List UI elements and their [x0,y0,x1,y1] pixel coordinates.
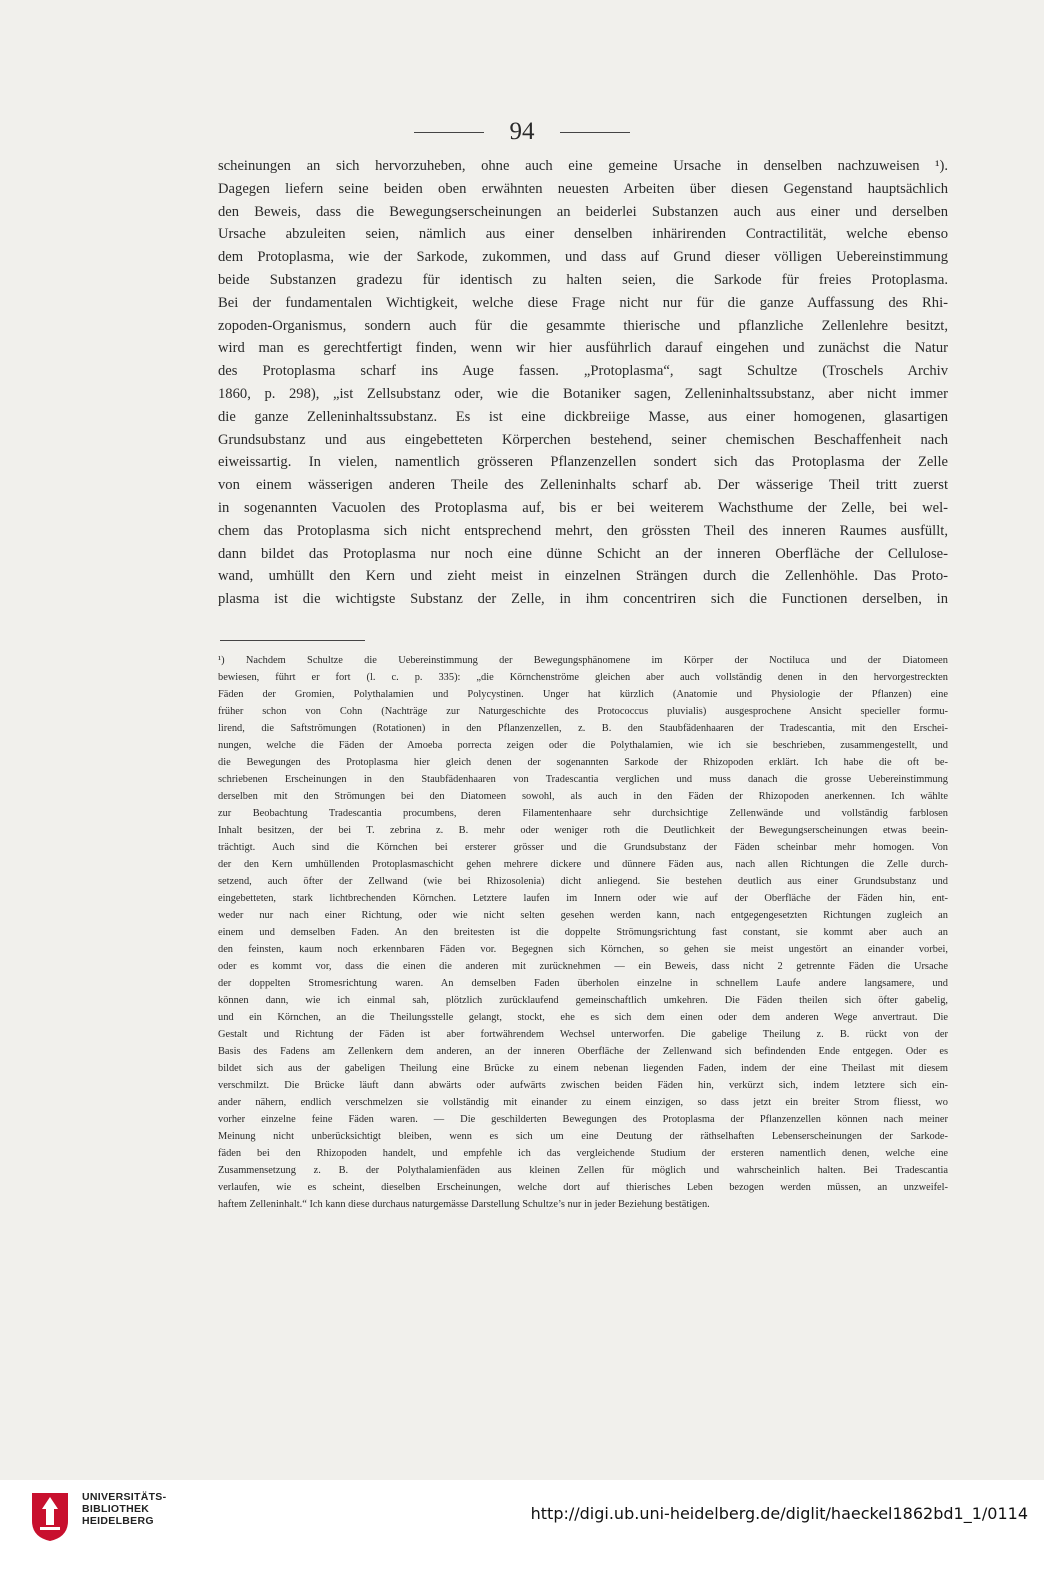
footnote-line: trächtigt. Auch sind die Körnchen bei ersterer grösser und die Grundsubstanz der Fäden scheinbar mehr homogen. Von [218,842,948,853]
footnote-line: Fäden der Gromien, Polythalamien und Polycystinen. Unger hat kürzlich (Anatomie und Physiologie der Pflanzen) eine [218,689,948,700]
body-line: scheinungen an sich hervorzuheben, ohne auch eine gemeine Ursache in denselben nachzuweisen ¹). [218,158,948,174]
footnote-line: Zusammensetzung z. B. der Polythalamienfäden aus kleinen Zellen für möglich und wahrscheinlich halten. Bei Tradescantia [218,1165,948,1176]
body-line: 1860, p. 298), „ist Zellsubstanz oder, wie die Botaniker sagen, Zelleninhaltssubstanz, aber nicht immer [218,385,948,402]
body-line: von einem wässerigen anderen Theile des Zelleninhalts scharf ab. Der wässerige Theil tritt zuerst [218,477,948,494]
footnote-line: bildet sich aus der gabeligen Theilung eine Brücke zu einem nebenan liegenden Faden, indem der eine Theilast mit diesem [218,1063,948,1074]
body-line: Dagegen liefern seine beiden oben erwähnten neuesten Arbeiten über diesen Gegenstand hauptsächlich [218,180,948,197]
body-line: zopoden-Organismus, sondern auch für die gesammte thierische und pflanzliche Zellenlehre besitzt, [218,317,948,334]
footnote-line: nungen, welche die Fäden der Amoeba porrecta zeigen oder die Polythalamien, wie ich sie beschrieben, zusammengestellt, und [218,740,948,751]
footnote-line: lirend, die Saftströmungen (Rotationen) in den Pflanzenzellen, z. B. den Staubfädenhaaren der Tradescantia, mit den Erschei- [218,723,948,734]
header-rule-left [414,132,484,133]
body-line: chem das Protoplasma sich nicht entsprechend mehrt, den grössten Theil des inneren Raumes ausfüllt, [218,522,948,539]
body-line: wird man es gerechtfertigt finden, wenn wir hier ausführlich darauf eingehen und zunächst die Natur [218,340,948,357]
body-line: eiweissartig. In vielen, namentlich grösseren Pflanzenzellen sondert sich das Protoplasma der Zelle [218,454,948,471]
footnote-line: und ein Körnchen, an die Theilungsstelle gelangt, stockt, ehe es sich dem einen oder dem anderen Wege anvertraut. Die [218,1012,948,1023]
library-name-line-1: UNIVERSITÄTS- [82,1491,167,1503]
footnote-line: können dann, wie ich einmal sah, plötzlich zurücklaufend gemeinschaftlich umkehren. Die Fäden theilen sich öfter gabelig, [218,995,948,1006]
footnote-text [218,652,948,1282]
body-line: Bei der fundamentalen Wichtigkeit, welche diese Frage nicht nur für die ganze Auffassung des Rhi- [218,294,948,311]
footnote-line: Meinung nicht unberücksichtigt bleiben, wenn es sich um eine Deutung der räthselhaften Lebenserscheinungen der Sarkode- [218,1131,948,1142]
header-rule-right [560,132,630,133]
footnote-line: bewiesen, führt er fort (l. c. p. 335): „die Körnchenströme gleichen aber auch vollständig denen in den hervorgestreckten [218,672,948,683]
footnote-line: haftem Zelleninhalt.“ Ich kann diese durchaus naturgemässe Darstellung Schultze’s nur in jeder Beziehung bestätigen. [218,1199,710,1210]
body-line: plasma ist die wichtigste Substanz der Zelle, in ihm concentriren sich die Functionen derselben, in [218,591,948,608]
footnote-line: derselben mit den Strömungen bei den Diatomeen sowohl, als auch in den Fäden der Rhizopoden anerkennen. Ich wählte [218,791,948,802]
page-number: 94 [509,118,535,145]
body-line: dem Protoplasma, wie der Sarkode, zukommen, und dass auf Grund dieser völligen Uebereinstimmung [218,249,948,266]
body-line: des Protoplasma scharf ins Auge fassen. „Protoplasma“, sagt Schultze (Troschels Archiv [218,363,948,380]
body-line: wand, umhüllt den Kern und zieht meist in einzelnen Strängen durch die Zellenhöhle. Das Proto- [218,568,948,585]
footnote-line: eingebetteten, stark lichtbrechenden Körnchen. Letztere laufen im Innern oder wie auf der Oberfläche der Fäden hin, ent- [218,893,948,904]
footnote-line: weder nur nach einer Richtung, oder wie nicht selten gesehen werden kann, nach entgegengesetzten Richtungen zugleich an [218,910,948,921]
footnote-line: Basis des Fadens am Zellenkern dem anderen, an der inneren Oberfläche der Zellenwand sich befindenden Ende entgegen. Oder es [218,1046,948,1057]
university-seal-icon [28,1491,72,1543]
footnote-line: früher schon von Cohn (Nachträge zur Naturgeschichte des Protococcus pluvialis) ausgesprochene Ansicht specieller formu- [218,706,948,717]
footnote-line: Inhalt besitzen, der bei T. zebrina z. B. mehr oder weniger roth die Deutlichkeit der Bewegungserscheinungen etwas beein- [218,825,948,836]
footnote-line: die Bewegungen des Protoplasma hier gleich denen der sogenannten Sarkode der Rhizopoden erklärt. Ich habe die oft be- [218,757,948,768]
body-line: dann bildet das Protoplasma nur noch eine dünne Schicht an der inneren Oberfläche der Cellulose- [218,545,948,562]
body-line: Ursache abzuleiten seien, nämlich aus einer denselben inhärirenden Contractilität, welche ebenso [218,226,948,243]
footnote-line: der den Kern umhüllenden Protoplasmaschicht gehen mehrere dickere und dünnere Fäden aus, nach allen Richtungen die Zelle durch- [218,859,948,870]
page-header [0,118,1044,146]
footnote-line: ¹) Nachdem Schultze die Uebereinstimmung der Bewegungsphänomene im Körper der Noctiluca und der Diatomeen [218,655,948,666]
footnote-line: verschmilzt. Die Brücke läuft dann abwärts oder aufwärts zwischen beiden Fäden hin, verkürzt sich, indem letztere sich ein- [218,1080,948,1091]
footnote-line: den feinsten, kaum noch erkennbaren Fäden vor. Begegnen sich Körnchen, so gehen sie meist ungestört an einander vorbei, [218,944,948,955]
library-name-line-2: BIBLIOTHEK [82,1503,150,1515]
footnote-line: ander nähern, endlich verschmelzen sie vollständig mit einander zu einem einzigen, so dass jetzt ein breiter Strom fliesst, wo [218,1097,948,1108]
library-name-line-3: HEIDELBERG [82,1515,154,1527]
footnote-line: Gestalt und Richtung der Fäden ist aber fortwährendem Wechsel unterworfen. Die gabelige Theilung z. B. rückt von der [218,1029,948,1040]
footnote-line: setzend, auch öfter der Zellwand (wie bei Rhizosolenia) dicht anliegend. Sie bestehen deutlich aus einer Grundsubstanz und [218,876,948,887]
footnote-line: einem und demselben Faden. An den breitesten ist die doppelte Strömungsrichtung fast constant, sie kommt aber auch an [218,927,948,938]
body-line: Grundsubstanz und aus eingebetteten Körperchen bestehend, seiner chemischen Beschaffenheit nach [218,431,948,448]
footnote-line: vorher einzelne feine Fäden waren. — Die geschilderten Bewegungen des Protoplasma der Pflanzenzellen können nach meiner [218,1114,948,1125]
footnote-line: zur Beobachtung Tradescantia procumbens, deren Filamentenhaare sehr durchsichtige Zellenwände und vollständig farblosen [218,808,948,819]
library-logo [28,1491,166,1543]
footnote-line: der doppelten Stromesrichtung waren. An demselben Faden überholen einzelne in schnellem Laufe andere langsamere, und [218,978,948,989]
footnote-line: oder es kommt vor, dass die einen die anderen mit zurücknehmen — ein Beweis, dass nicht 2 getrennte Fäden die Ursache [218,961,948,972]
footnote-line: schriebenen Erscheinungen in den Staubfädenhaaren von Tradescantia verglichen und muss danach die grosse Uebereinstimmung [218,774,948,785]
footnote-line: verlaufen, wie es scheint, dieselben Erscheinungen, welche dort auf thierisches Leben bezogen werden müssen, an unzweifel- [218,1182,948,1193]
footnote-line: fäden bei den Rhizopoden handelt, und empfehle ich das vergleichende Studium der ersteren namentlich denen, welche eine [218,1148,948,1159]
source-url[interactable]: http://digi.ub.uni-heidelberg.de/diglit/haeckel1862bd1_1/0114 [530,1504,1028,1523]
body-line: die ganze Zelleninhaltssubstanz. Es ist eine dickbreiige Masse, aus einer homogenen, glasartigen [218,408,948,425]
body-line: beide Substanzen gradezu für identisch zu halten seien, die Sarkode für freies Protoplasma. [218,271,948,288]
body-line: in sogenannten Vacuolen des Protoplasma auf, bis er bei weiterem Wachsthume der Zelle, bei wel- [218,499,948,516]
footnote-rule [220,640,365,641]
main-text [218,155,948,635]
body-line: den Beweis, dass die Bewegungserscheinungen an beiderlei Substanzen auch aus einer und derselben [218,203,948,220]
